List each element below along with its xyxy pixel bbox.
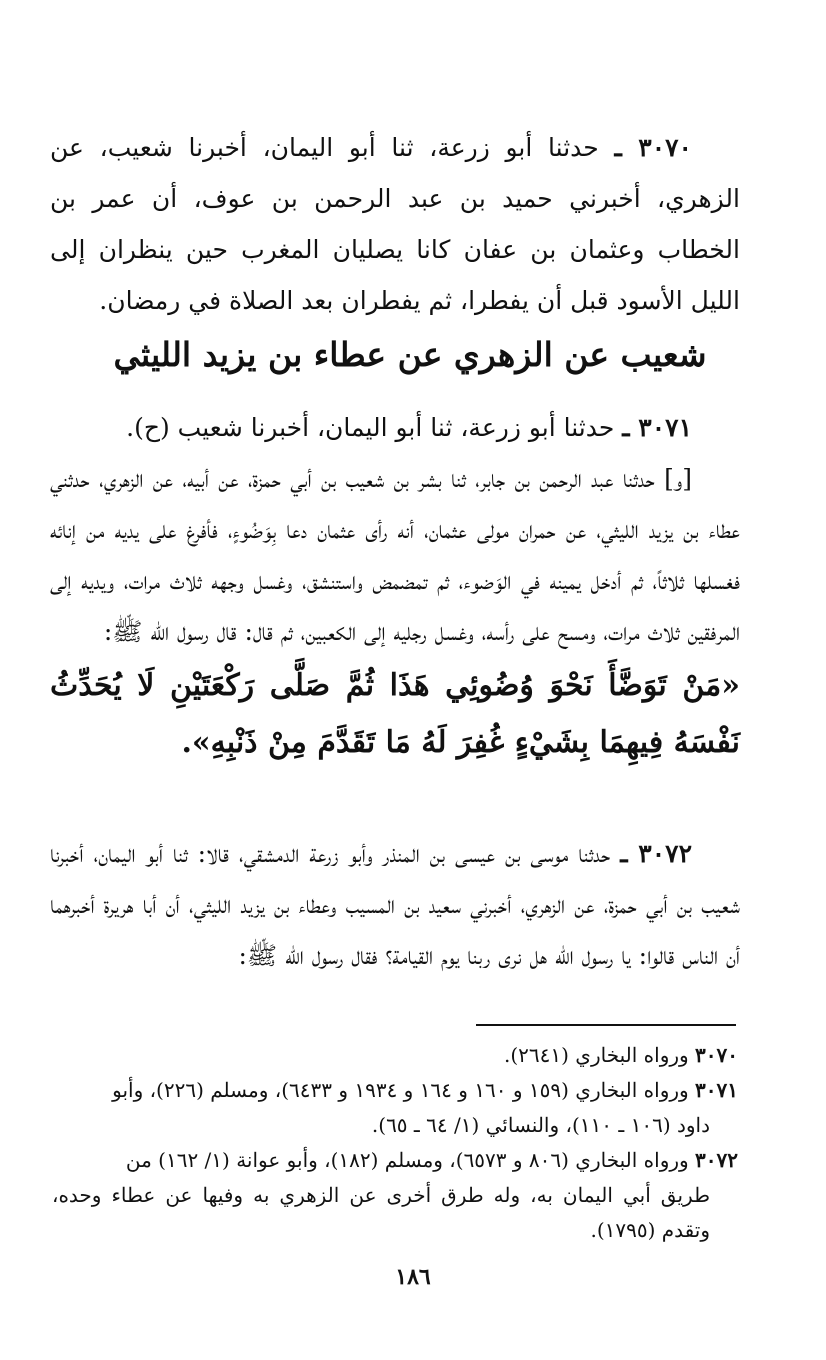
footnote-number: ٣٠٧١ [695, 1078, 738, 1102]
hadith-text: حدثنا أبو زرعة، ثنا أبو اليمان، أخبرنا شعيب، عن الزهري، أخبرني حميد بن عبد الرحمن بن عوف، أن عمر بن الخطاب وعثمان بن عفان كانا يصليان المغرب حين ينظران إلى الليل الأسود قبل أن يفطرا، ثم يفطران بعد الصلاة في رمضان. [50, 133, 740, 315]
hadith-3070 [50, 122, 740, 326]
hadith-3071 [50, 402, 740, 771]
hadith-text: حدثنا موسى بن عيسى بن المنذر وأبو زرعة الدمشقي، قالا: ثنا أبو اليمان، أخبرنا شعيب بن أبي حمزة، عن الزهري، أخبرني سعيد بن المسيب وعطاء بن يزيد الليثي، أن أبا هريرة أخبرهما أن الناس قالوا: يا رسول الله هل نرى ربنا يوم القيامة؟ فقال رسول الله ﷺ: [50, 839, 740, 970]
footnote-text: ورواه البخاري (١٥٩ و ١٦٠ و ١٦٤ و ١٩٣٤ و ٦٤٣٣)، ومسلم (٢٢٦)، وأبو [112, 1078, 689, 1102]
hadith-text: [و] حدثنا عبد الرحمن بن جابر، ثنا بشر بن شعيب بن أبي حمزة، عن أبيه، عن الزهري، حدثني عطاء بن يزيد الليثي، عن حمران مولى عثمان، أنه رأى عثمان دعا بِوَضُوءٍ، فأفرغ على يديه من إنائه فغسلها ثلاثاً، ثم أدخل يمينه في الوَضوء، ثم تمضمض واستنشق، وغسل وجهه ثلاث مرات، ويديه إلى المرفقين ثلاث مرات، ومسح على رأسه، وغسل رجليه إلى الكعبين، ثم قال: قال رسول الله ﷺ: [50, 464, 741, 646]
footnotes [52, 1038, 738, 1248]
prophetic-quote: «مَنْ تَوَضَّأَ نَحْوَ وُضُوئِي هَذَا ثُمَّ صَلَّى رَكْعَتَيْنِ لَا يُحَدِّثُ نَفْسَهُ فِيهِمَا بِشَيْءٍ غُفِرَ لَهُ مَا تَقَدَّمَ مِنْ ذَنْبِهِ». [50, 668, 740, 760]
hadith-3071-first-line [50, 402, 740, 453]
page-number: ١٨٦ [395, 1264, 431, 1290]
footnote-3072 [52, 1143, 738, 1178]
section-heading: شعيب عن الزهري عن عطاء بن يزيد الليثي [113, 335, 707, 374]
hadith-number: ٣٠٧١ ـ [622, 413, 692, 442]
hadith-number: ٣٠٧٢ ـ [620, 839, 692, 868]
hadith-3072 [50, 828, 740, 981]
footnote-number: ٣٠٧٢ [695, 1148, 738, 1172]
footnote-3071 [52, 1073, 738, 1108]
footnote-number: ٣٠٧٠ [695, 1043, 738, 1067]
footnote-3071-continuation: داود (١٠٦ ـ ١١٠)، والنسائي (١/ ٦٤ ـ ٦٥). [371, 1113, 710, 1137]
hadith-3071-paragraph [50, 453, 740, 657]
footnote-separator [476, 1024, 736, 1026]
footnote-text: ورواه البخاري (٢٦٤١). [504, 1043, 689, 1067]
hadith-3070-paragraph [50, 122, 740, 326]
footnote-3072-continuation: طريق أبي اليمان به، وله طرق أخرى عن الزهري به وفيها عن عطاء وحده، وتقدم (١٧٩٥). [52, 1183, 710, 1242]
hadith-chain: حدثنا أبو زرعة، ثنا أبو اليمان، أخبرنا شعيب (ح). [126, 413, 615, 442]
footnote-text: ورواه البخاري (٨٠٦ و ٦٥٧٣)، ومسلم (١٨٢)، وأبو عوانة (١/ ١٦٢) من [125, 1148, 689, 1172]
hadith-3072-paragraph [50, 828, 740, 981]
footnote-3070 [52, 1038, 738, 1073]
hadith-number: ٣٠٧٠ ـ [614, 133, 692, 162]
